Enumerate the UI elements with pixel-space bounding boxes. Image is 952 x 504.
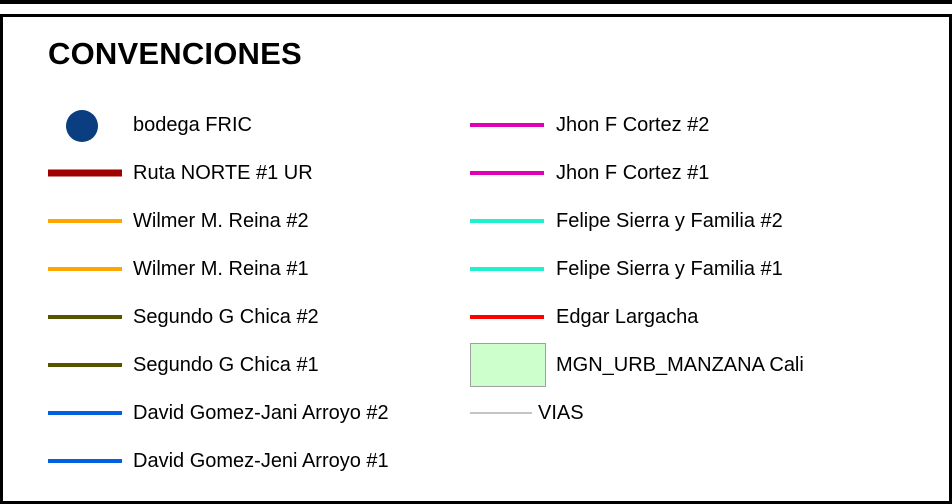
legend-item-label: Wilmer M. Reina #1: [133, 258, 309, 280]
top-border-bar: [0, 0, 952, 4]
legend-item-label: Wilmer M. Reina #2: [133, 210, 309, 232]
legend-item: [0, 254, 952, 284]
legend-item-label: Segundo G Chica #2: [133, 306, 319, 328]
legend-item-label: Felipe Sierra y Familia #1: [556, 258, 783, 280]
legend-item-label: Jhon F Cortez #2: [556, 114, 710, 136]
legend-item: [0, 398, 952, 428]
legend-item: [0, 110, 952, 140]
thin-line-symbol-icon: [470, 398, 532, 428]
legend-item-label: VIAS: [538, 402, 584, 424]
line-symbol-icon: [470, 110, 544, 140]
legend-item-label: Edgar Largacha: [556, 306, 699, 328]
legend-item-label: David Gomez-Jeni Arroyo #1: [133, 450, 389, 472]
legend-item-label: Segundo G Chica #1: [133, 354, 319, 376]
line-symbol-icon: [470, 206, 544, 236]
legend-item: [0, 350, 952, 380]
legend-item-label: Ruta NORTE #1 UR: [133, 162, 313, 184]
legend-item: [0, 446, 952, 476]
legend-item: [0, 302, 952, 332]
legend-item-label: Jhon F Cortez #1: [556, 162, 710, 184]
legend-item-label: David Gomez-Jani Arroyo #2: [133, 402, 389, 424]
line-symbol-icon: [470, 302, 544, 332]
line-symbol-icon: [470, 158, 544, 188]
legend-item: [0, 206, 952, 236]
line-symbol-icon: [470, 254, 544, 284]
fill-swatch-icon: [470, 350, 544, 380]
legend-title: CONVENCIONES: [48, 36, 302, 71]
legend-item-label: MGN_URB_MANZANA Cali: [556, 354, 804, 376]
legend-item-label: Felipe Sierra y Familia #2: [556, 210, 783, 232]
legend-item-label: bodega FRIC: [133, 114, 252, 136]
legend-item: [0, 158, 952, 188]
line-symbol-icon: [48, 446, 122, 476]
